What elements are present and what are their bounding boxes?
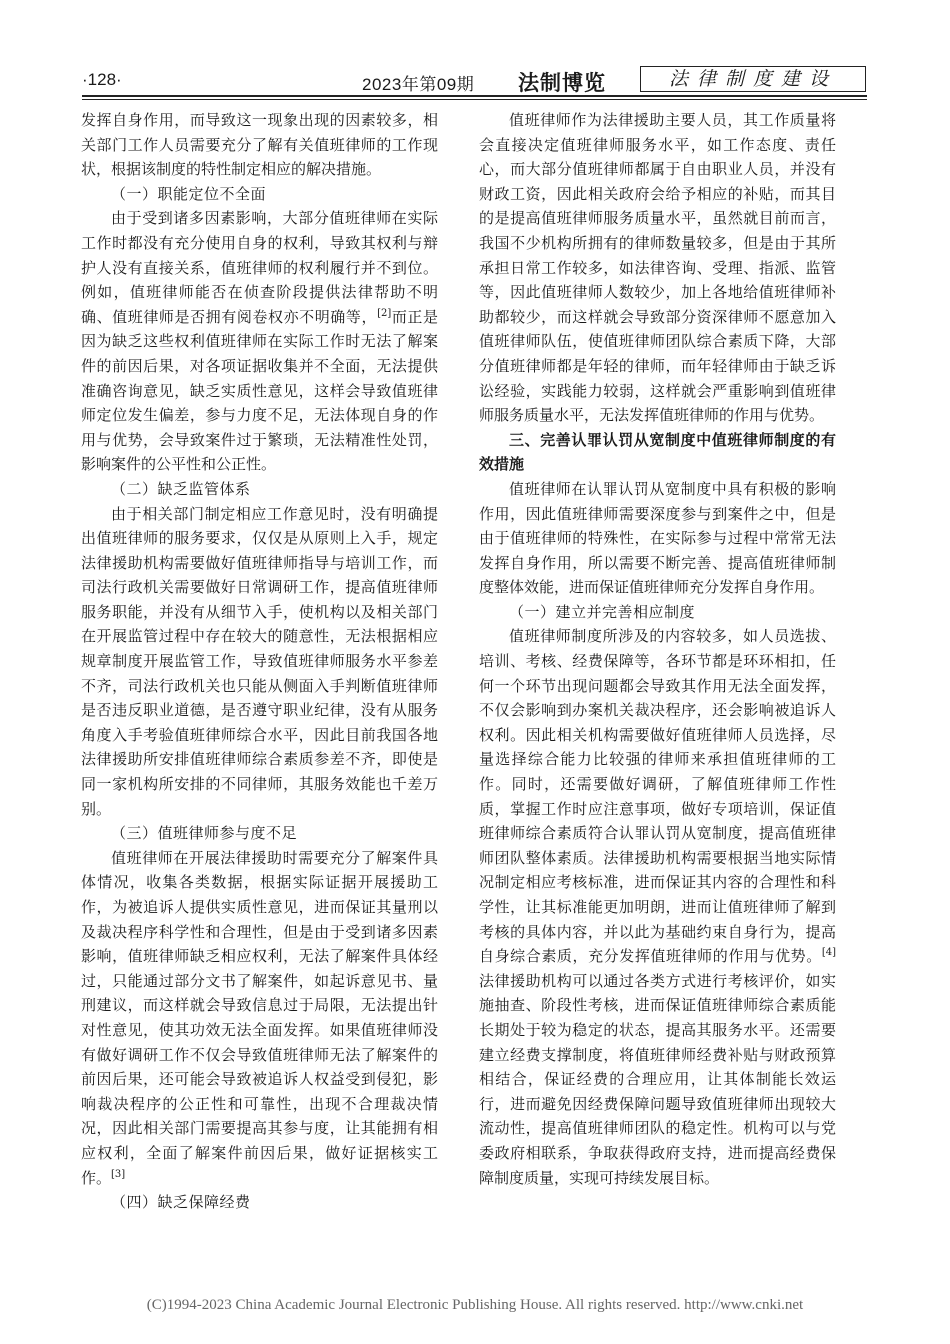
- paragraph-text: 而正是因为缺乏这些权利值班律师在实际工作时无法了解案件的前因后果，对各项证据收集并不全面，无法提供准确咨询意见，缺乏实质性意见，这样会导致值班律师定位发生偏差，参与力度不足，无法体现自身的作用与优势，会导致案件过于繁琐，无法精准性处罚，影响案件的公平性和公正性。: [81, 307, 438, 474]
- journal-title: 法制博览: [518, 70, 606, 95]
- reference-marker: [4]: [821, 947, 836, 959]
- paragraph: 值班律师作为法律援助主要人员，其工作质量将会直接决定值班律师服务水平，如工作态度、责任心，而大部分值班律师都属于自由职业人员，并没有财政工资，因此相关政府会给予相应的补贴，而其目的是提高值班律师服务质量水平，虽然就目前而言，我国不少机构所拥有的律师数量较多，但是由于其所承担日常工作较多，如法律咨询、受理、指派、监管等，因此值班律师人数较少，加上各地给值班律师补助都较少，而这样就会导致部分资深律师不愿意加入值班律师队伍，使值班律师团队综合素质下降，大部分值班律师都是年轻的律师，而年轻律师由于缺乏诉讼经验，实践能力较弱，这样就会严重影响到值班律师服务质量水平，无法发挥值班律师的作用与优势。: [479, 111, 836, 425]
- page-header: [82, 66, 867, 96]
- header-rule: [82, 95, 867, 97]
- header-rule-thin: [82, 99, 867, 100]
- paragraph-text: 值班律师制度所涉及的内容较多，如人员选拔、培训、考核、经费保障等，各环节都是环环相扣，任何一个环节出现问题都会导致其作用无法全面发挥，不仅会影响到办案机关裁决程序，还会影响被追诉人权利。因此相关机构需要做好值班律师人员选择，尽量选择综合能力比较强的律师来承担值班律师的工作。同时，还需要做好调研，了解值班律师工作性质，掌握工作时应注意事项，做好专项培训，保证值班律师综合素质符合认罪认罚从宽制度，提高值班律师团队整体素质。法律援助机构需要根据当地实际情况制定相应考核标准，进而保证其内容的合理性和科学性，让其标准能更加明朗，进而让值班律师了解到考核的具体内容，并以此为基础约束自身行为，提高自身综合素质，充分发挥值班律师的作用与优势。: [479, 627, 836, 966]
- paragraph: [81, 846, 438, 1190]
- issue-label: 2023年第09期: [362, 75, 475, 94]
- section-heading: （二）缺乏监管体系: [111, 479, 251, 498]
- paragraph-text: 法律援助机构可以通过各类方式进行考核评价，如实施抽查、阶段性考核，进而保证值班律师综合素质能长期处于较为稳定的状态，提高其服务水平。还需要建立经费支撑制度，将值班律师经费补贴与财政预算相结合，保证经费的合理应用，让其体制能长效运行，进而避免因经费保障问题导致值班律师出现较大流动性，提高值班律师团队的稳定性。机构可以与党委政府相联系，争取获得政府支持，进而提高经费保障制度质量，实现可持续发展目标。: [479, 971, 836, 1187]
- paragraph: 由于相关部门制定相应工作意见时，没有明确提出值班律师的服务要求，仅仅是从原则上入手，规定法律援助机构需要做好值班律师指导与培训工作，而司法行政机关需要做好日常调研工作，提高值班律师服务职能，并没有从细节入手，使机构以及相关部门在开展监管过程中存在较大的随意性，无法根据相应规章制度开展监管工作，导致值班律师服务水平参差不齐，司法行政机关也只能从侧面入手判断值班律师是否违反职业道德，是否遵守职业纪律，没有从服务角度入手考验值班律师综合水平，因此目前我国各地法律援助所安排值班律师综合素质参差不齐，即使是同一家机构所安排的不同律师，其服务效能也千差万别。: [81, 504, 438, 818]
- section-title: 法律制度建设: [640, 66, 866, 92]
- reference-marker: [3]: [111, 1168, 126, 1180]
- right-column: [479, 108, 836, 1190]
- paragraph-text: 由于受到诸多因素影响，大部分值班律师在实际工作时都没有充分使用自身的权利，导致其权利与辩护人没有直接关系，值班律师的权利履行并不到位。例如，值班律师能否在侦查阶段提供法律帮助不明确、值班律师是否拥有阅卷权亦不明确等，: [81, 209, 438, 326]
- main-heading: 三、完善认罪认罚从宽制度中值班律师制度的有效措施: [479, 430, 836, 474]
- paragraph-text: 值班律师在开展法律援助时需要充分了解案件具体情况，收集各类数据，根据实际证据开展援助工作，为被追诉人提供实质性意见，进而保证其量刑以及裁决程序科学性和合理性，但是由于受到诸多因素影响，值班律师缺乏相应权利，无法了解案件具体经过，只能通过部分文书了解案件，如起诉意见书、量刑建议，而这样就会导致信息过于局限，无法提出针对性意见，使其功效无法全面发挥。如果值班律师没有做好调研工作不仅会导致值班律师无法了解案件的前因后果，还可能会导致被追诉人权益受到侵犯，影响裁决程序的公正性和可靠性，出现不合理裁决情况，因此相关部门需要提高其参与度，让其能拥有相应权利，全面了解案件前因后果，做好证据核实工作。: [81, 848, 438, 1187]
- left-column: [81, 108, 438, 1215]
- copyright-footer: (C)1994-2023 China Academic Journal Electronic Publishing House. All rights reserved. http://www.cnki.net: [146, 1297, 804, 1313]
- paragraph: 值班律师在认罪认罚从宽制度中具有积极的影响作用，因此值班律师需要深度参与到案件之中，但是由于值班律师的特殊性，在实际参与过程中常常无法发挥自身作用，所以需要不断完善、提高值班律师制度整体效能，进而保证值班律师充分发挥自身作用。: [479, 479, 836, 597]
- reference-marker: [2]: [377, 307, 392, 319]
- page-number: ·128·: [82, 70, 122, 89]
- paragraph: [81, 206, 438, 477]
- paragraph: 发挥自身作用，而导致这一现象出现的因素较多，相关部门工作人员需要充分了解有关值班律师的工作现状，根据该制度的特性制定相应的解决措施。: [81, 111, 438, 179]
- section-heading: （一）职能定位不全面: [111, 184, 267, 203]
- section-heading: （一）建立并完善相应制度: [509, 602, 696, 621]
- section-heading: （三）值班律师参与度不足: [111, 824, 298, 843]
- section-heading: （四）缺乏保障经费: [111, 1193, 251, 1212]
- paragraph: [479, 624, 836, 1190]
